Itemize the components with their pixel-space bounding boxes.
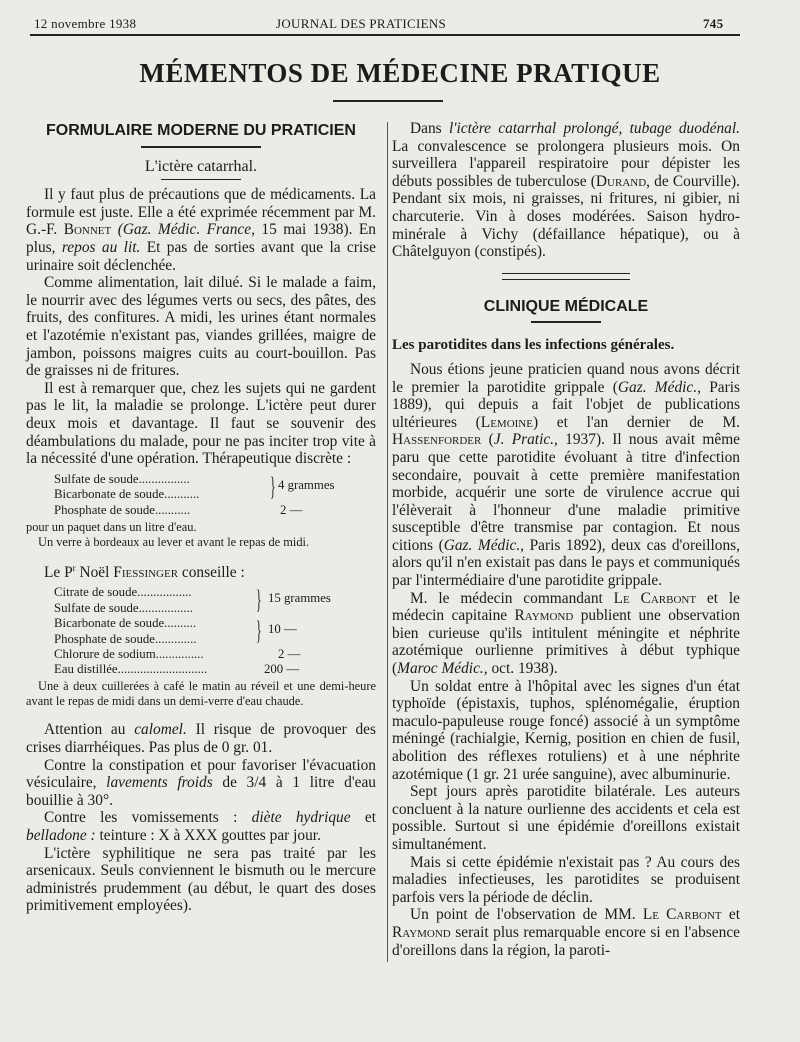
rx-note: Un verre à bordeaux au lever et avant le repas de midi. [38, 534, 310, 549]
paragraph: M. le médecin commandant Le Carbont et le médecin capitaine Raymond publient une observation bien curieuse qu'ils intitulent méningite et néphrite azotémique ourlienne primitives à début typhique (Maroc Médic., oct. 1938). [392, 589, 740, 678]
section-rule [141, 146, 261, 148]
rx-note: pour un paquet dans un litre d'eau. [26, 519, 197, 534]
subtitle-parotidites: Les parotidites dans les infections générales. [392, 337, 675, 354]
section-heading-clinique: CLINIQUE MÉDICALE [483, 297, 649, 315]
rx-line: Sulfate de soude................. [54, 600, 193, 615]
right-column [392, 120, 740, 959]
header-date: 12 novembre 1938 [34, 16, 137, 31]
rx-quantity: 2 — [280, 502, 303, 517]
paragraph: Nous étions jeune praticien quand nous avons décrit le premier la parotidite grippale (Gaz. Médic., Paris 1889), qui depuis a fait l'objet de publications ultérieures (Lemoine) et l'an dernier de M. Hassenforder (J. Pratic., 1937). Il nous avait même paru que cette parotidite évoluant à titre d'infection secondaire, pouvait à cette première manifestation morbide, acquérir une sorte de virulence accrue qui l'élèverait à l'honneur d'une maladie primitive susceptible d'être transmise par contagion. Et nous citions (Gaz. Médic., Paris 1892), deux cas d'oreillons, alors qu'il n'en existait pas dans le pays et communiqués par l'intermédiaire d'une parotidite grippale. [392, 360, 740, 590]
rx-line: Citrate de soude................. [54, 585, 192, 600]
paragraph: Contre la constipation et pour favoriser l'évacuation vésiculaire, lavements froids de 3/4 à 1 litre d'eau bouillie à 30°. [26, 756, 376, 809]
paragraph: Un point de l'observation de MM. Le Carbont et Raymond serait plus remarquable encore si en l'absence d'oreillons dans la région, la paroti- [392, 906, 740, 959]
rx-line: Bicarbonate de soude.......... [54, 616, 197, 631]
subtitle-rule [161, 179, 241, 180]
double-rule [502, 273, 630, 280]
rx-quantity: 200 — [264, 662, 300, 677]
rx-line: Eau distillée............................ [54, 662, 208, 677]
rx-quantity: 4 grammes [278, 477, 335, 492]
rx-note: Une à deux cuillerées à café le matin au réveil et une demi-heure avant le repas de midi dans un demi-verre d'eau chaude. [26, 679, 376, 709]
header-rule [30, 34, 740, 36]
rx-line: Phosphate de soude........... [54, 502, 191, 517]
brace: } [270, 471, 276, 501]
section-rule [531, 321, 601, 323]
paragraph: Attention au calomel. Il risque de provoquer des crises diarrhéiques. Pas plus de 0 gr. 01. [26, 721, 376, 756]
paragraph: Dans l'ictère catarrhal prolongé, tubage duodénal. La convalescence se prolongera plusieurs mois. On surveillera l'appareil respiratoire pour dépister les débuts possibles de tuberculose (Durand, de Courville). Pendant six mois, ni graisses, ni fritures, ni gibier, ni charcuterie. Vin à doses modérées. Saison hydro-minérale à Vichy (défaillance hépatique), ou à Châtelguyon (constipés). [392, 120, 740, 261]
paragraph: Sept jours après parotidite bilatérale. Les auteurs concluent à la nature ourlienne des accidents et cela est possible. Surtout si une épidémie d'oreillons existait simultanément. [392, 783, 740, 853]
header-journal: JOURNAL DES PRATICIENS [276, 16, 447, 31]
rx-line: Bicarbonate de soude........... [54, 487, 200, 502]
paragraph: Il est à remarquer que, chez les sujets qui ne gardent pas le lit, la maladie se prolonge. L'ictère peut durer deux mois et davantage. Il faut se souvenir des déambulations du malade, pour ne pas inciter trop vite à la nécessité d'une opération. Thérapeutique discrète : [26, 379, 376, 468]
paragraph: Contre les vomissements : diète hydrique et belladone : teinture : X à XXX gouttes par jour. [26, 809, 376, 844]
header-page-number: 745 [703, 16, 724, 31]
rx-quantity: 15 grammes [268, 591, 331, 606]
paragraph: Il y faut plus de précautions que de médicaments. La formule est juste. Elle a été exprimée récemment par M. G.-F. Bonnet (Gaz. Médic. France, 15 mai 1938). En plus, repos au lit. Et pas de sorties avant que la crise urinaire soit déclenchée. [26, 186, 376, 274]
left-column [26, 120, 376, 915]
brace: } [256, 585, 262, 615]
rx-line: Sulfate de soude................ [54, 471, 190, 486]
column-divider [387, 122, 388, 962]
rx-line: Phosphate de soude............. [54, 631, 197, 646]
paragraph: Mais si cette épidémie n'existait pas ? Au cours des maladies infectieuses, les parotidites se produisent parfois vers la période de déclin. [392, 853, 740, 906]
section-heading-formulaire: FORMULAIRE MODERNE DU PRATICIEN [46, 122, 356, 139]
prescription-1 [54, 472, 376, 520]
rx-quantity: 2 — [278, 647, 301, 662]
rx-quantity: 10 — [268, 622, 297, 637]
brace: } [256, 616, 262, 646]
paragraph: Comme alimentation, lait dilué. Si le malade a faim, le nourrir avec des légumes verts ou secs, des pâtes, des fruits, des confitures. A midi, les urines étant normales et l'azotémie n'existant pas, viandes grillées, maigre de jambon, poissons maigres cuits au court-bouillon. Pas de graisses ni de fritures. [26, 274, 376, 380]
subtitle-ictere: L'ictère catarrhal. [144, 157, 258, 175]
rx-line: Chlorure de sodium............... [54, 647, 204, 662]
title-underline [333, 100, 443, 102]
paragraph: Un soldat entre à l'hôpital avec les signes d'un état typhoïde (épistaxis, tuphos, splénomégalie, éruption maculo-papuleuse rouge foncé) associé à un symptôme méningé (rachialgie, Kernig, position en chien de fusil, abolition des réflexes rotuliens) et à une néphrite azotémique (1 gr. 21 urée sanguine), avec albuminurie. [392, 677, 740, 783]
prescription-2 [54, 585, 376, 679]
paragraph: Le $P^r$ Noël Fiessinger conseille : [44, 562, 245, 581]
paragraph: L'ictère syphilitique ne sera pas traité par les arsenicaux. Seuls conviennent le bismuth ou le mercure administrés prudemment (au début, le quart des doses primitivement employées). [26, 844, 376, 915]
main-title: MÉMENTOS DE MÉDECINE PRATIQUE [139, 58, 661, 88]
